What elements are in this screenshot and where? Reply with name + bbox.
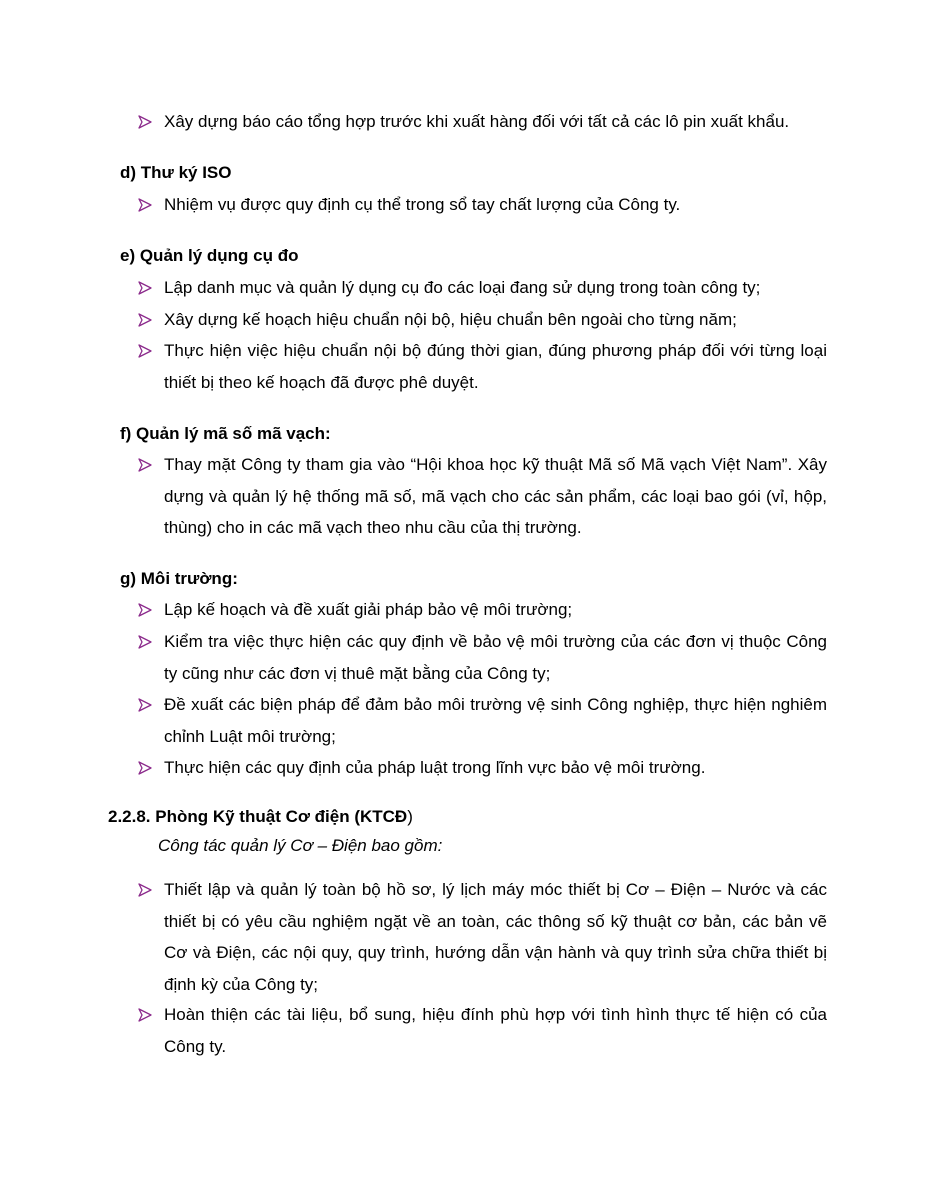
- list-item-text: Thiết lập và quản lý toàn bộ hồ sơ, lý lịch máy móc thiết bị Cơ – Điện – Nước và các thiết bị có yêu cầu nghiệm ngặt về an toàn, các thông số kỹ thuật cơ bản, các bản vẽ Cơ và Điện, các nội quy, quy trình, hướng dẫn vận hành và quy trình sửa chữa thiết bị định kỳ của Công ty;: [164, 880, 827, 994]
- arrow-bullet-icon: [138, 313, 152, 327]
- arrow-bullet-icon: [138, 698, 152, 712]
- list-item-text: Thực hiện việc hiệu chuẩn nội bộ đúng thời gian, đúng phương pháp đối với từng loại thiết bị theo kế hoạch đã được phê duyệt.: [164, 341, 827, 392]
- section-heading-f: f) Quản lý mã số mã vạch:: [120, 424, 331, 443]
- arrow-bullet-icon: [138, 198, 152, 212]
- arrow-bullet-icon: [138, 761, 152, 775]
- section-heading-e: e) Quản lý dụng cụ đo: [120, 246, 299, 265]
- arrow-bullet-icon: [138, 635, 152, 649]
- arrow-bullet-icon: [138, 344, 152, 358]
- list-item-text: Lập danh mục và quản lý dụng cụ đo các loại đang sử dụng trong toàn công ty;: [164, 278, 761, 297]
- list-item-text: Lập kế hoạch và đề xuất giải pháp bảo vệ môi trường;: [164, 600, 573, 619]
- section-heading-2-2-8: [108, 807, 413, 827]
- section-heading-g: g) Môi trường:: [120, 569, 238, 588]
- list-item-text: Thay mặt Công ty tham gia vào “Hội khoa học kỹ thuật Mã số Mã vạch Việt Nam”. Xây dựng và quản lý hệ thống mã số, mã vạch cho các sản phẩm, các loại bao gói (vỉ, hộp, thùng) cho in các mã vạch theo nhu cầu của thị trường.: [164, 455, 827, 537]
- arrow-bullet-icon: [138, 115, 152, 129]
- list-item-text: Xây dựng kế hoạch hiệu chuẩn nội bộ, hiệu chuẩn bên ngoài cho từng năm;: [164, 310, 737, 329]
- section-heading-text: 2.2.8. Phòng Kỹ thuật Cơ điện (KTCĐ: [108, 807, 408, 826]
- list-item-text: Kiểm tra việc thực hiện các quy định về bảo vệ môi trường của các đơn vị thuộc Công ty cũng như các đơn vị thuê mặt bằng của Công ty;: [164, 632, 827, 683]
- section-heading-d: d) Thư ký ISO: [120, 163, 232, 182]
- arrow-bullet-icon: [138, 1008, 152, 1022]
- list-item-text: Hoàn thiện các tài liệu, bổ sung, hiệu đính phù hợp với tình hình thực tế hiện có của Công ty.: [164, 1005, 827, 1056]
- list-item-text: Đề xuất các biện pháp để đảm bảo môi trường vệ sinh Công nghiệp, thực hiện nghiêm chỉnh Luật môi trường;: [164, 695, 827, 746]
- arrow-bullet-icon: [138, 603, 152, 617]
- arrow-bullet-icon: [138, 281, 152, 295]
- list-item-text: Xây dựng báo cáo tổng hợp trước khi xuất hàng đối với tất cả các lô pin xuất khẩu.: [164, 112, 790, 131]
- arrow-bullet-icon: [138, 883, 152, 897]
- list-item-text: Thực hiện các quy định của pháp luật trong lĩnh vực bảo vệ môi trường.: [164, 758, 706, 777]
- list-item-text: Nhiệm vụ được quy định cụ thể trong sổ tay chất lượng của Công ty.: [164, 195, 681, 214]
- section-intro: Công tác quản lý Cơ – Điện bao gồm:: [158, 836, 443, 855]
- section-heading-tail: ): [407, 807, 413, 826]
- arrow-bullet-icon: [138, 458, 152, 472]
